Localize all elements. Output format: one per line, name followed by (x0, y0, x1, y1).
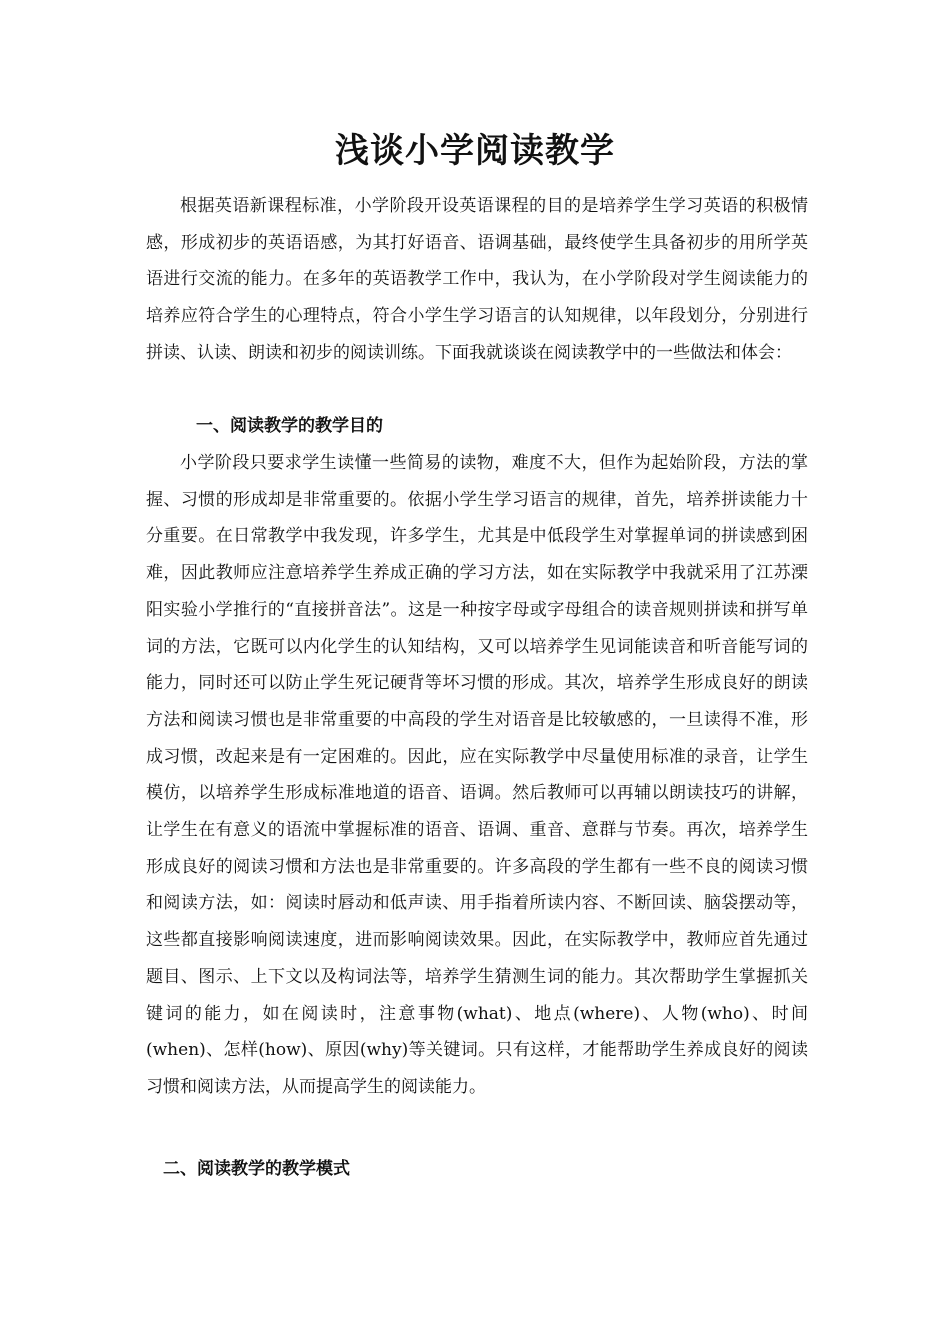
section-1-paragraph: 小学阶段只要求学生读懂一些简易的读物，难度不大，但作为起始阶段，方法的掌握、习惯的形成却是非常重要的。依据小学生学习语言的规律，首先，培养拼读能力十分重要。在日常教学中我发现，许多学生，尤其是中低段学生对掌握单词的拼读感到困难，因此教师应注意培养学生养成正确的学习方法，如在实际教学中我就采用了江苏溧阳实验小学推行的“直接拼音法”。这是一种按字母或字母组合的读音规则拼读和拼写单词的方法，它既可以内化学生的认知结构，又可以培养学生见词能读音和听音能写词的能力，同时还可以防止学生死记硬背等坏习惯的形成。其次，培养学生形成良好的朗读方法和阅读习惯也是非常重要的中高段的学生对语音是比较敏感的，一旦读得不准，形成习惯，改起来是有一定困难的。因此，应在实际教学中尽量使用标准的录音，让学生模仿，以培养学生形成标准地道的语音、语调。然后教师可以再辅以朗读技巧的讲解，让学生在有意义的语流中掌握标准的语音、语调、重音、意群与节奏。再次，培养学生形成良好的阅读习惯和方法也是非常重要的。许多高段的学生都有一些不良的阅读习惯和阅读方法，如：阅读时唇动和低声读、用手指着所读内容、不断回读、脑袋摆动等，这些都直接影响阅读速度，进而影响阅读效果。因此，在实际教学中，教师应首先通过题目、图示、上下文以及构词法等，培养学生猜测生词的能力。其次帮助学生掌握抓关键词的能力，如在阅读时，注意事物(what)、地点(where)、人物(who)、时间(when)、怎样(how)、原因(why)等关键词。只有这样，才能帮助学生养成良好的阅读习惯和阅读方法，从而提高学生的阅读能力。 (146, 453, 808, 1097)
intro-paragraph: 根据英语新课程标准，小学阶段开设英语课程的目的是培养学生学习英语的积极情感，形成初步的英语语感，为其打好语音、语调基础，最终使学生具备初步的用所学英语进行交流的能力。在多年的英语教学工作中，我认为，在小学阶段对学生阅读能力的培养应符合学生的心理特点，符合小学生学习语言的认知规律，以年段划分，分别进行拼读、认读、朗读和初步的阅读训练。下面我就谈谈在阅读教学中的一些做法和体会： (146, 196, 808, 363)
section-heading-1: 一、阅读教学的教学目的 (196, 416, 383, 436)
document-title: 浅谈小学阅读教学 (335, 131, 615, 171)
section-heading-2: 二、阅读教学的教学模式 (163, 1159, 350, 1179)
